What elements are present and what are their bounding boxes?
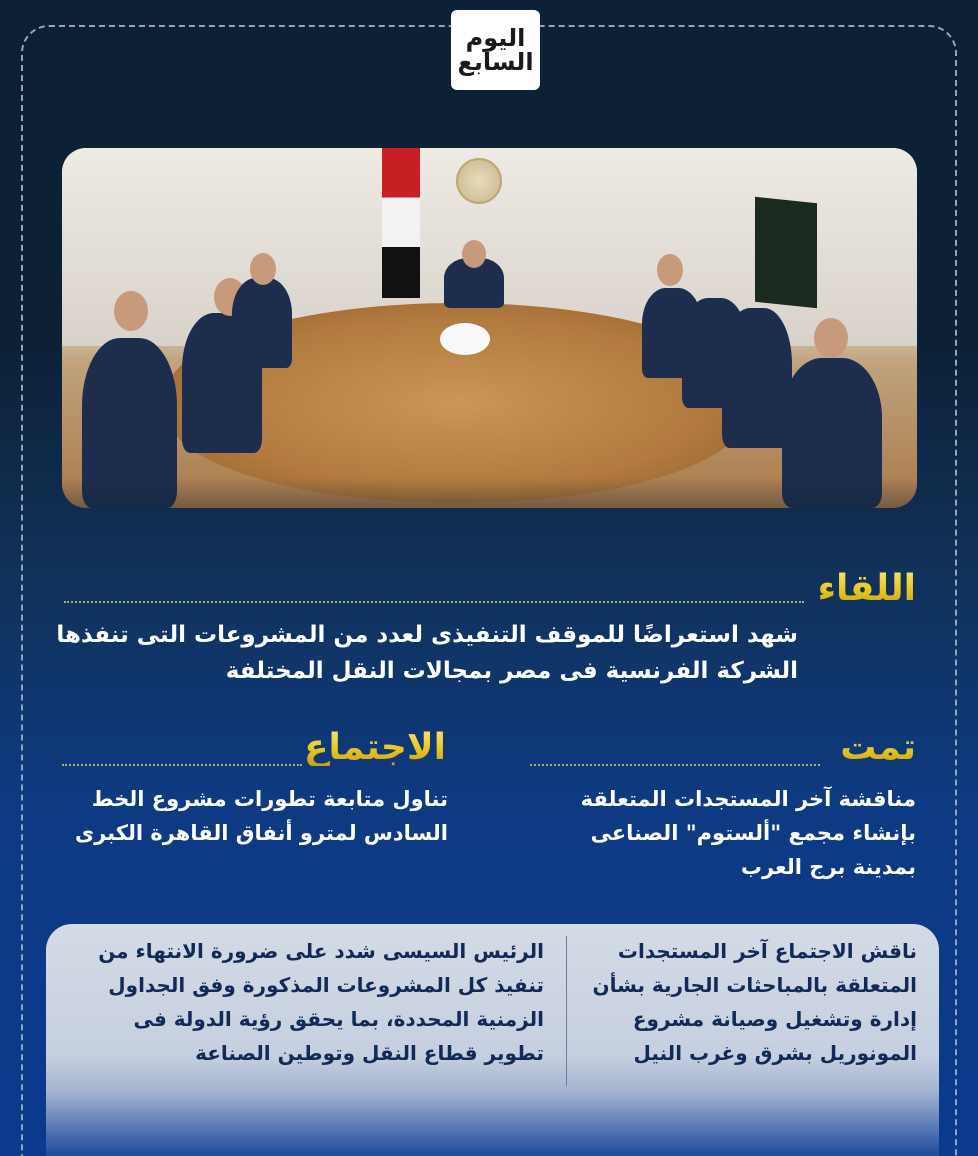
meeting-line-1: شهد استعراضًا للموقف التنفيذى لعدد من المشروعات التى تنفذها: [56, 622, 798, 648]
emblem-icon: [456, 158, 502, 204]
divider-line: [64, 601, 804, 603]
completed-line-2: بإنشاء مجمع "ألستوم" الصناعى: [590, 821, 916, 845]
completed-text: [581, 782, 916, 884]
card-right-column: [593, 934, 917, 1070]
card-left-line-3: الزمنية المحددة، بما يحقق رؤية الدولة فى: [133, 1007, 544, 1031]
divider-line: [62, 764, 302, 766]
card-divider: [566, 936, 567, 1086]
card-right-line-4: المونوريل بشرق وغرب النيل: [633, 1041, 917, 1065]
egypt-flag: [382, 148, 420, 298]
gathering-line-2: السادس لمترو أنفاق القاهرة الكبرى: [74, 821, 448, 845]
display-screen: [755, 197, 817, 309]
photo-fade: [62, 478, 917, 508]
brand-logo: [451, 10, 540, 90]
meeting-photo: [62, 148, 917, 508]
person: [232, 278, 292, 368]
completed-line-3: بمدينة برج العرب: [740, 855, 916, 879]
card-right-line-3: إدارة وتشغيل وصيانة مشروع: [632, 1007, 917, 1031]
card-left-line-1: الرئيس السيسى شدد على ضرورة الانتهاء من: [98, 939, 544, 963]
gathering-line-1: تناول متابعة تطورات مشروع الخط: [91, 787, 448, 811]
flower-centerpiece: [440, 323, 490, 355]
section-title-completed: تمت: [840, 727, 916, 768]
person-head: [657, 254, 683, 286]
card-left-line-4: تطوير قطاع النقل وتوطين الصناعة: [195, 1041, 544, 1065]
card-right-line-1: ناقش الاجتماع آخر المستجدات: [617, 939, 917, 963]
card-left-column: [98, 934, 544, 1070]
card-right-line-2: المتعلقة بالمباحثات الجارية بشأن: [592, 973, 917, 997]
person-head: [114, 291, 148, 331]
section-title-gathering: الاجتماع: [303, 727, 446, 768]
person-head: [250, 253, 276, 285]
section-title-meeting: اللقاء: [817, 568, 916, 609]
logo-line-1: اليوم: [465, 24, 526, 52]
logo-line-2: السابع: [457, 48, 534, 76]
summary-card: [46, 924, 939, 1156]
card-left-line-2: تنفيذ كل المشروعات المذكورة وفق الجداول: [108, 973, 544, 997]
person-head: [462, 240, 486, 268]
gathering-text: [75, 782, 448, 850]
meeting-text: [56, 617, 798, 689]
divider-line: [530, 764, 820, 766]
completed-line-1: مناقشة آخر المستجدات المتعلقة: [580, 787, 916, 811]
meeting-line-2: الشركة الفرنسية فى مصر بمجالات النقل المختلفة: [225, 658, 798, 684]
person-head: [814, 318, 848, 358]
